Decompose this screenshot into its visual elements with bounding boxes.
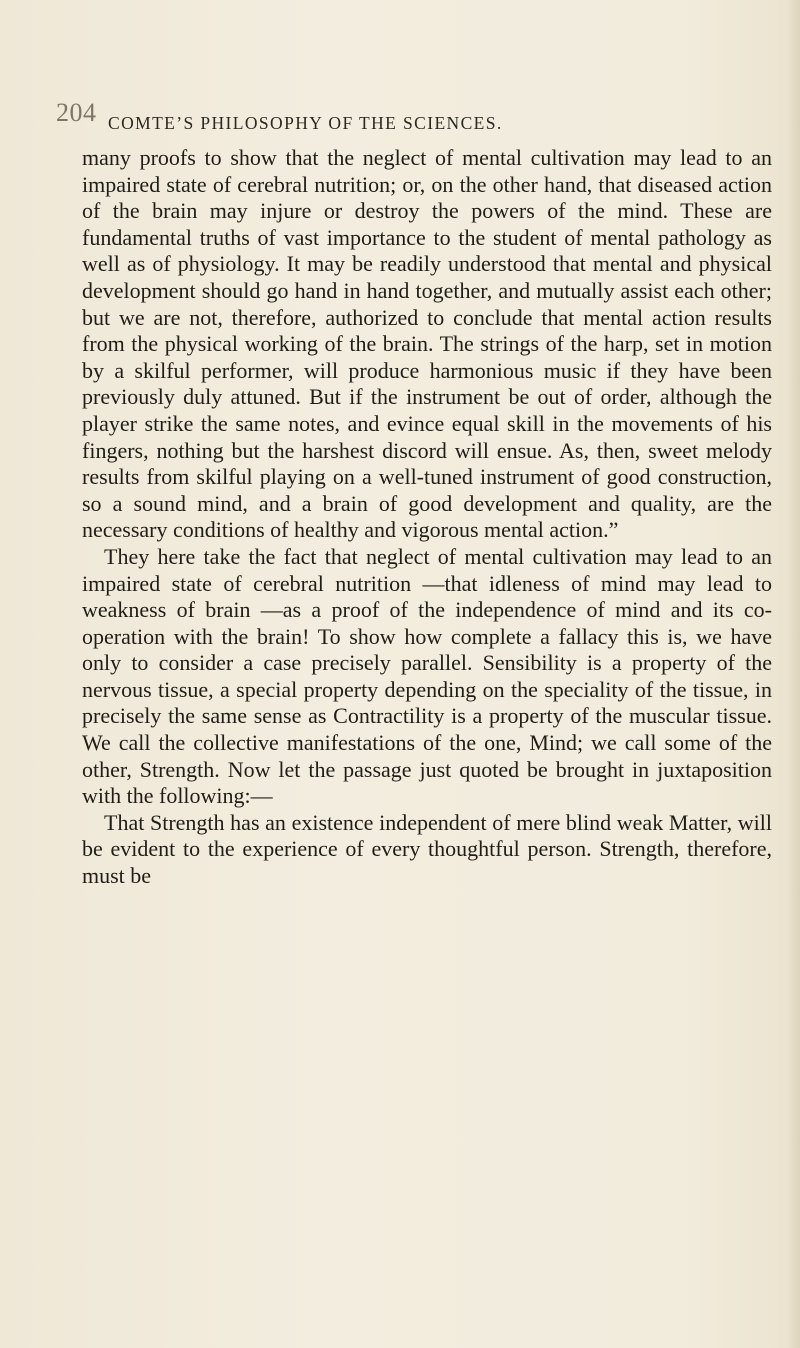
paragraph-quote-end: many proofs to show that the neglect of mental cultivation may lead to an impaired state of cerebral nutrition; or, on the other hand, that diseased action of the brain may injure or destroy the powers of the mind. These are fundamental truths of vast importance to the student of mental pathology as well as of physiology. It may be readily understood that mental and physical development should go hand in hand together, and mutually assist each other; but we are not, therefore, authorized to conclude that mental action results from the physical working of the brain. The strings of the harp, set in motion by a skilful performer, will produce harmonious music if they have been previously duly attuned. But if the instrument be out of order, although the player strike the same notes, and evince equal skill in the movements of his fingers, nothing but the harshest discord will ensue. As, then, sweet melody results from skilful playing on a well-tuned instrument of good construction, so a sound mind, and a brain of good development and quality, are the necessary conditions of healthy and vigorous mental action.”	[82, 145, 772, 543]
paragraph-argument: They here take the fact that neglect of mental cultivation may lead to an impaired state of cerebral nutrition —that idleness of mind may lead to weakness of brain —as a proof of the independence of mind and its cooperation with the brain! To show how complete a fallacy this is, we have only to consider a case precisely parallel. Sensibility is a property of the nervous tissue, a special property depending on the speciality of the tissue, in precisely the same sense as Contractility is a property of the muscular tissue. We call the collective manifestations of the one, Mind; we call some of the other, Strength. Now let the passage just quoted be brought in juxtaposition with the following:—	[82, 543, 772, 809]
running-title: COMTE’S PHILOSOPHY OF THE SCIENCES.	[108, 113, 503, 133]
body-text	[82, 145, 772, 890]
page-number: 204	[56, 98, 97, 127]
running-head	[56, 98, 696, 138]
paragraph-strength: That Strength has an existence independent of mere blind weak Matter, will be evident to the experience of every thoughtful person. Strength, therefore, must be	[82, 809, 772, 889]
page-edge-shadow	[786, 0, 800, 1348]
